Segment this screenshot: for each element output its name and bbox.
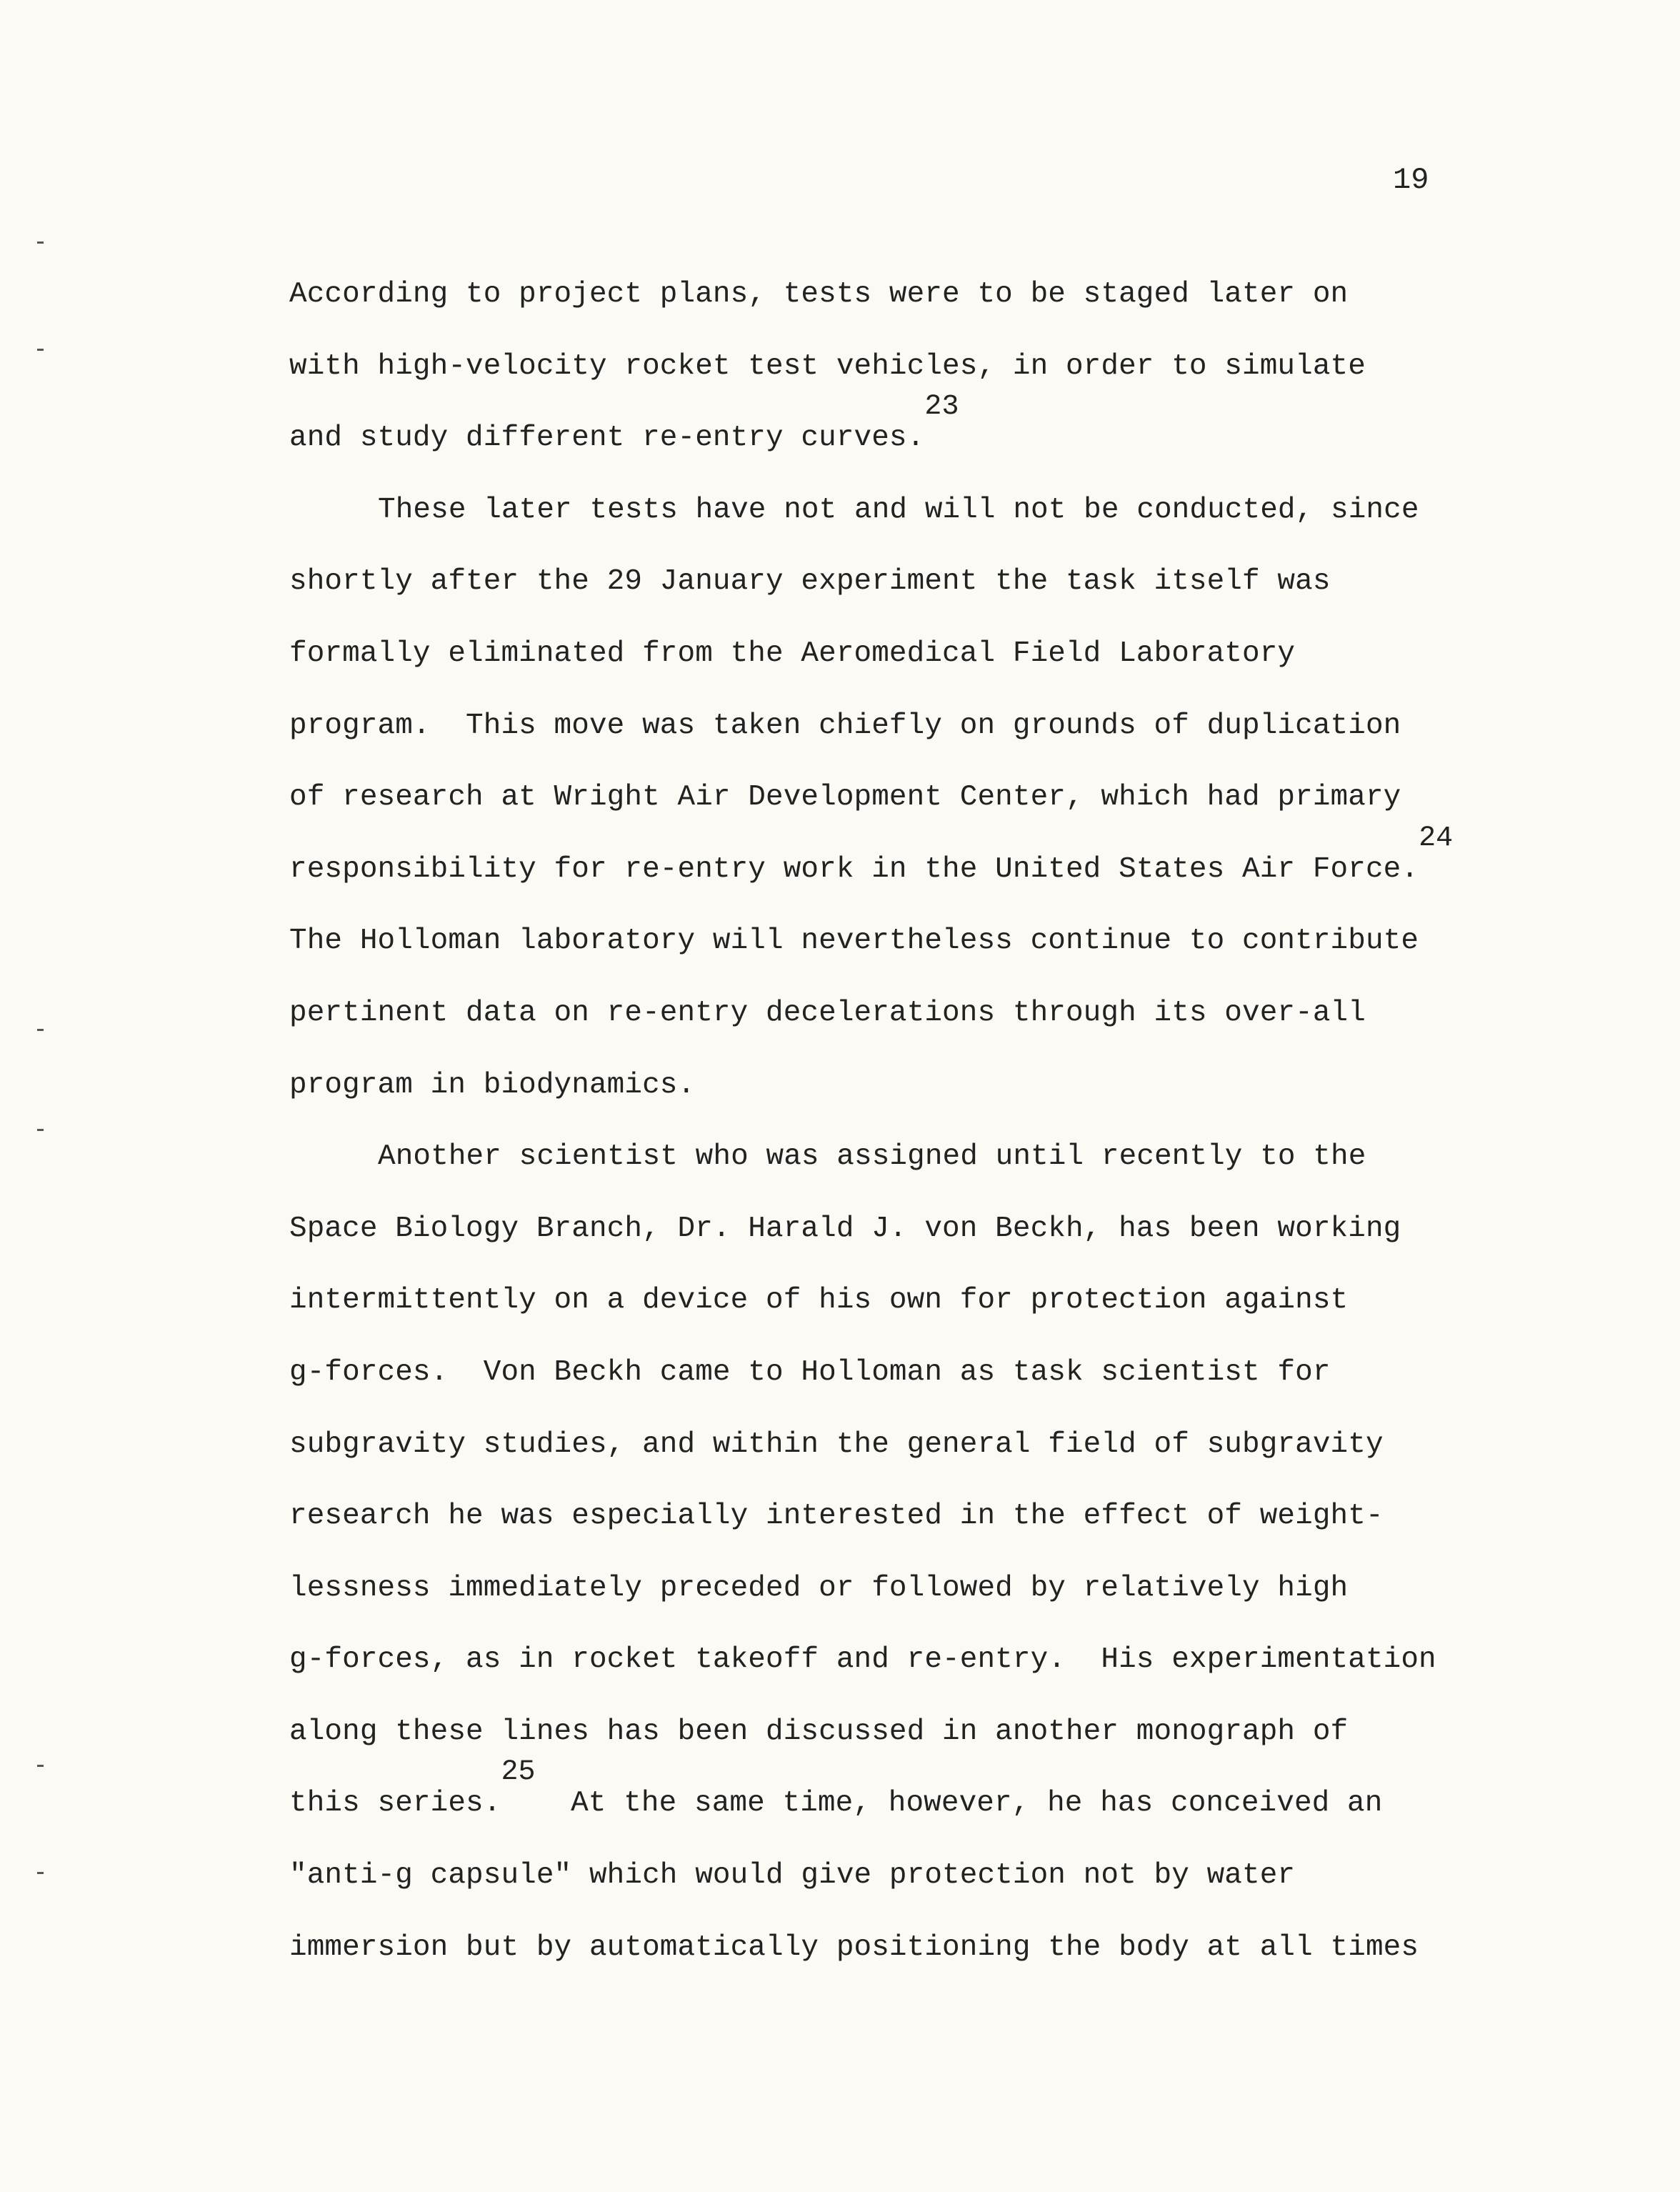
text-line bbox=[289, 1495, 1453, 1567]
line-text: Another scientist who was assigned until recently to the bbox=[378, 1140, 1366, 1174]
line-text: lessness immediately preceded or followed by relatively high bbox=[289, 1571, 1349, 1605]
margin-mark bbox=[37, 1765, 44, 1767]
text-line bbox=[289, 1710, 1453, 1783]
text-line bbox=[289, 1351, 1453, 1423]
text-line bbox=[289, 345, 1453, 417]
text-line bbox=[289, 704, 1453, 777]
text-line bbox=[289, 1638, 1453, 1710]
text-line bbox=[289, 822, 1454, 920]
line-text: g-forces, as in rocket takeoff and re-entry. His experimentation bbox=[289, 1643, 1436, 1677]
line-text: program in biodynamics. bbox=[289, 1068, 696, 1102]
line-text: shortly after the 29 January experiment the task itself was bbox=[289, 565, 1331, 599]
footnote-reference: 24 bbox=[1419, 822, 1454, 855]
line-text: along these lines has been discussed in another monograph of bbox=[289, 1715, 1349, 1748]
text-line bbox=[289, 992, 1453, 1064]
body-text bbox=[289, 273, 1453, 1998]
line-text: subgravity studies, and within the general field of subgravity bbox=[289, 1428, 1384, 1461]
text-line bbox=[289, 391, 1453, 489]
line-text: g-forces. Von Beckh came to Holloman as task scientist for bbox=[289, 1355, 1331, 1389]
line-text: pertinent data on re-entry decelerations through its over-all bbox=[289, 996, 1366, 1030]
text-line bbox=[289, 1279, 1453, 1351]
text-line bbox=[289, 1854, 1453, 1926]
text-line bbox=[289, 1064, 1453, 1136]
line-text: immersion but by automatically positioning the body at all times bbox=[289, 1931, 1419, 1964]
text-line bbox=[289, 1135, 1453, 1207]
line-text: intermittently on a device of his own for protection against bbox=[289, 1284, 1349, 1317]
line-text-continued: At the same time, however, he has conceived an bbox=[535, 1787, 1383, 1820]
text-line bbox=[289, 1207, 1453, 1280]
line-text: responsibility for re-entry work in the United States Air Force. bbox=[289, 852, 1419, 886]
line-text: research he was especially interested in the effect of weight- bbox=[289, 1500, 1384, 1533]
text-line bbox=[289, 776, 1453, 848]
line-text: program. This move was taken chiefly on grounds of duplication bbox=[289, 709, 1401, 742]
margin-mark bbox=[37, 241, 44, 244]
paragraph bbox=[289, 273, 1453, 489]
margin-mark bbox=[37, 1029, 44, 1031]
margin-mark bbox=[37, 1872, 44, 1874]
line-text: Space Biology Branch, Dr. Harald J. von Beckh, has been working bbox=[289, 1212, 1401, 1245]
line-text: of research at Wright Air Development Center, which had primary bbox=[289, 781, 1401, 814]
text-line bbox=[289, 1567, 1453, 1639]
text-line bbox=[289, 632, 1453, 704]
line-text: The Holloman laboratory will nevertheless continue to contribute bbox=[289, 925, 1419, 958]
page-number: 19 bbox=[1393, 163, 1429, 197]
line-text: formally eliminated from the Aeromedical Field Laboratory bbox=[289, 637, 1296, 670]
text-line bbox=[289, 920, 1453, 992]
line-text: with high-velocity rocket test vehicles, in order to simulate bbox=[289, 349, 1366, 383]
text-line bbox=[289, 1423, 1453, 1495]
text-line bbox=[289, 1756, 1453, 1854]
line-text: "anti-g capsule" which would give protection not by water bbox=[289, 1859, 1296, 1893]
text-line bbox=[289, 1926, 1453, 1998]
footnote-reference: 23 bbox=[924, 391, 959, 424]
paragraph bbox=[289, 489, 1453, 1135]
line-text: this series. bbox=[289, 1787, 501, 1820]
paragraph bbox=[289, 1135, 1453, 1998]
text-line bbox=[289, 560, 1453, 632]
line-text: According to project plans, tests were to be staged later on bbox=[289, 278, 1349, 311]
text-line bbox=[289, 273, 1453, 345]
text-line bbox=[289, 489, 1453, 561]
line-text: These later tests have not and will not be conducted, since bbox=[378, 493, 1419, 527]
margin-mark bbox=[37, 1129, 44, 1131]
line-text: and study different re-entry curves. bbox=[289, 422, 925, 455]
footnote-reference: 25 bbox=[501, 1756, 536, 1789]
margin-mark bbox=[37, 349, 44, 351]
